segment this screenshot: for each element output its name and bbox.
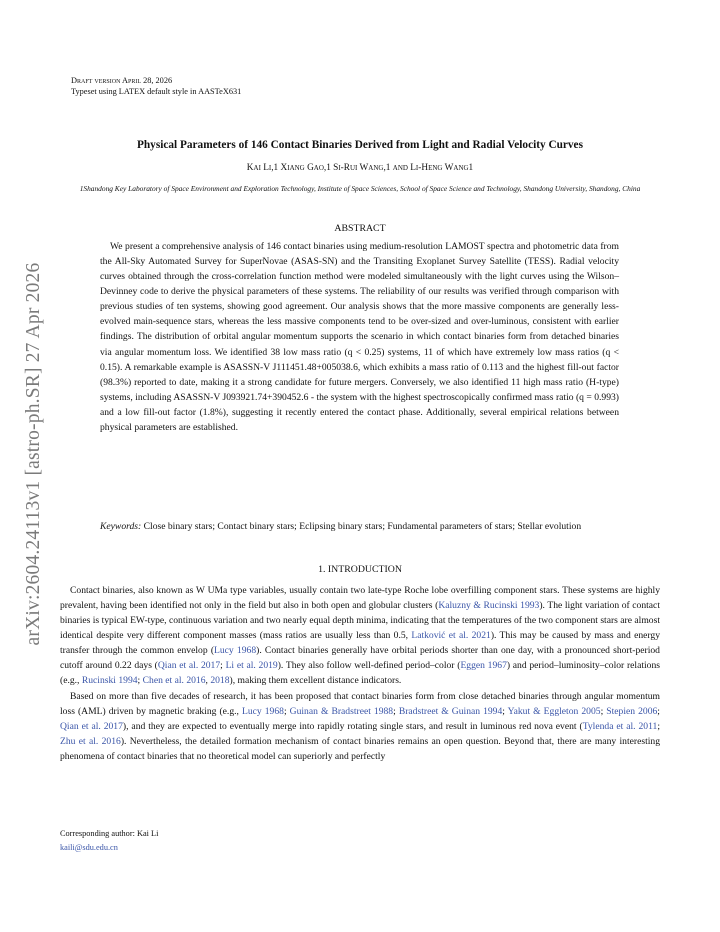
keywords-text: Close binary stars; Contact binary stars; Eclipsing binary stars; Fundamental parameters of stars; Stellar evolution	[143, 521, 582, 532]
introduction-paragraph-2	[60, 689, 660, 764]
introduction-body	[60, 583, 660, 764]
typeset-line: Typeset using LATEX default style in AASTeX631	[71, 86, 242, 96]
paragraph-text: ). Nevertheless, the detailed formation mechanism of contact binaries remains an open question. Beyond that, there are many interesting phenomena of contact binaries that no theoretical model can superiorly and perfectly	[60, 735, 660, 762]
citation-link[interactable]: Tylenda et al. 2011	[582, 720, 658, 732]
citation-link[interactable]: Kaluzny & Rucinski 1993	[438, 600, 540, 612]
paragraph-text: ), making them excellent distance indicators.	[229, 675, 402, 687]
citation-link[interactable]: Qian et al. 2017	[60, 720, 123, 732]
author-affiliation: 1Shandong Key Laboratory of Space Environment and Exploration Technology, Institute of Space Sciences, School of Space Science and Technology, Shandong University, Shandong, China	[79, 184, 641, 193]
corresponding-author: Corresponding author: Kai Li	[60, 829, 159, 838]
paragraph-text: ). Contact binaries generally have orbital periods shorter than one day, with a pronounced short-period cutoff around 0.22 days (	[60, 645, 660, 672]
introduction-heading: 1. INTRODUCTION	[318, 564, 402, 575]
paragraph-text: ;	[220, 660, 226, 672]
citation-link[interactable]: Latković et al. 2021	[411, 630, 491, 642]
citation-link[interactable]: Bradstreet & Guinan 1994	[398, 705, 503, 717]
citation-link[interactable]: Stepien 2006	[606, 705, 658, 717]
paragraph-text: ;	[657, 705, 660, 717]
paragraph-text: Based on more than five decades of research, it has been proposed that contact binaries form from close detached binaries through angular momentum loss (AML) driven by magnetic braking (e.g.,	[60, 690, 660, 717]
citation-link[interactable]: Eggen 1967	[460, 660, 507, 672]
paragraph-text: ;	[393, 705, 399, 717]
citation-link[interactable]: Lucy 1968	[214, 645, 257, 657]
citation-link[interactable]: Qian et al. 2017	[157, 660, 221, 672]
keywords-label: Keywords:	[100, 521, 142, 532]
paragraph-text: ;	[283, 705, 290, 717]
paragraph-text: ,	[205, 675, 211, 687]
citation-link[interactable]: Guinan & Bradstreet 1988	[289, 705, 394, 717]
paragraph-text: Contact binaries, also known as W UMa type variables, usually contain two late-type Roche lobe overfilling component stars. These systems are highly prevalent, having been identified not only in the field but also in both open and globular clusters (	[60, 585, 660, 612]
draft-version-line: Draft version April 28, 2026	[71, 76, 173, 85]
citation-link[interactable]: 2018	[210, 675, 230, 687]
paragraph-text: ;	[657, 720, 661, 732]
paragraph-text: ;	[502, 705, 508, 717]
arxiv-identifier-text: arXiv:2604.24113v1 [astro-ph.SR] 27 Apr 2026	[23, 262, 44, 646]
introduction-paragraph-1	[60, 583, 660, 689]
author-email-link[interactable]: kaili@sdu.edu.cn	[60, 843, 118, 852]
keywords	[100, 520, 619, 534]
paper-title: Physical Parameters of 146 Contact Binaries Derived from Light and Radial Velocity Curves	[137, 139, 583, 151]
abstract-text: We present a comprehensive analysis of 146 contact binaries using medium-resolution LAMOST spectra and photometric data from the All-Sky Automated Survey for SuperNovae (ASAS-SN) and the Transiting Exoplanet Survey Satellite (TESS). Radial velocity curves obtained through the cross-correlation function method were modeled simultaneously with the light curves using the Wilson–Devinney code to derive the physical parameters of these systems. The reliability of our results was verified through comparison with previous studies of ten systems, showing good agreement. Our analysis shows that the more massive components are generally less-evolved main-sequence stars, whereas the less massive components tend to be over-sized and over-luminous, consistent with earlier findings. The distribution of orbital angular momentum supports the scenario in which contact binaries form from detached binaries via angular momentum loss. We identified 38 low mass ratio (q < 0.25) systems, 11 of which have extremely low mass ratios (q < 0.15). A remarkable example is ASASSN-V J111451.48+005038.6, which exhibits a mass ratio of 0.113 and the highest fill-out factor (98.3%) reported to date, making it a strong candidate for future mergers. Conversely, we also identified 11 high mass ratio (H-type) systems, including ASASSN-V J093921.74+390452.6 - the system with the highest spectroscopically confirmed mass ratio (q = 0.993) and a low fill-out factor (1.8%), suggesting it recently entered the contact phase. Additionally, several empirical relations between physical parameters are established.	[100, 241, 619, 433]
citation-link[interactable]: Yakut & Eggleton 2005	[507, 705, 601, 717]
preprint-header	[71, 76, 241, 97]
paragraph-text: ;	[137, 675, 143, 687]
citation-link[interactable]: Zhu et al. 2016	[60, 735, 121, 747]
paragraph-text: ). This may be caused by mass and energy transfer through the common envelop (	[60, 630, 660, 657]
citation-link[interactable]: Chen et al. 2016	[142, 675, 206, 687]
arxiv-identifier-stamp	[16, 229, 52, 679]
abstract-heading: ABSTRACT	[334, 223, 386, 234]
citation-link[interactable]: Rucinski 1994	[81, 675, 138, 687]
author-list: Kai Li,1 Xiang Gao,1 Si-Rui Wang,1 and Li-Heng Wang1	[246, 163, 474, 173]
corresponding-author-footnote	[60, 827, 158, 855]
paragraph-text: ) and period–luminosity–color relations (e.g.,	[60, 660, 661, 687]
citation-link[interactable]: Lucy 1968	[241, 705, 284, 717]
citation-link[interactable]: Li et al. 2019	[225, 660, 278, 672]
paragraph-text: ;	[600, 705, 607, 717]
paragraph-text: ). They also follow well-defined period–color (	[277, 660, 461, 672]
paragraph-text: ). The light variation of contact binaries is typical EW-type, continuous variation and two nearly equal depth minima, indicating that the temperatures of the two component stars are almost identical despite very different component masses (mass ratios are usually less than 0.5,	[60, 600, 660, 642]
paragraph-text: ), and they are expected to eventually merge into rapidly rotating single stars, and result in luminous red nova event (	[122, 720, 583, 732]
